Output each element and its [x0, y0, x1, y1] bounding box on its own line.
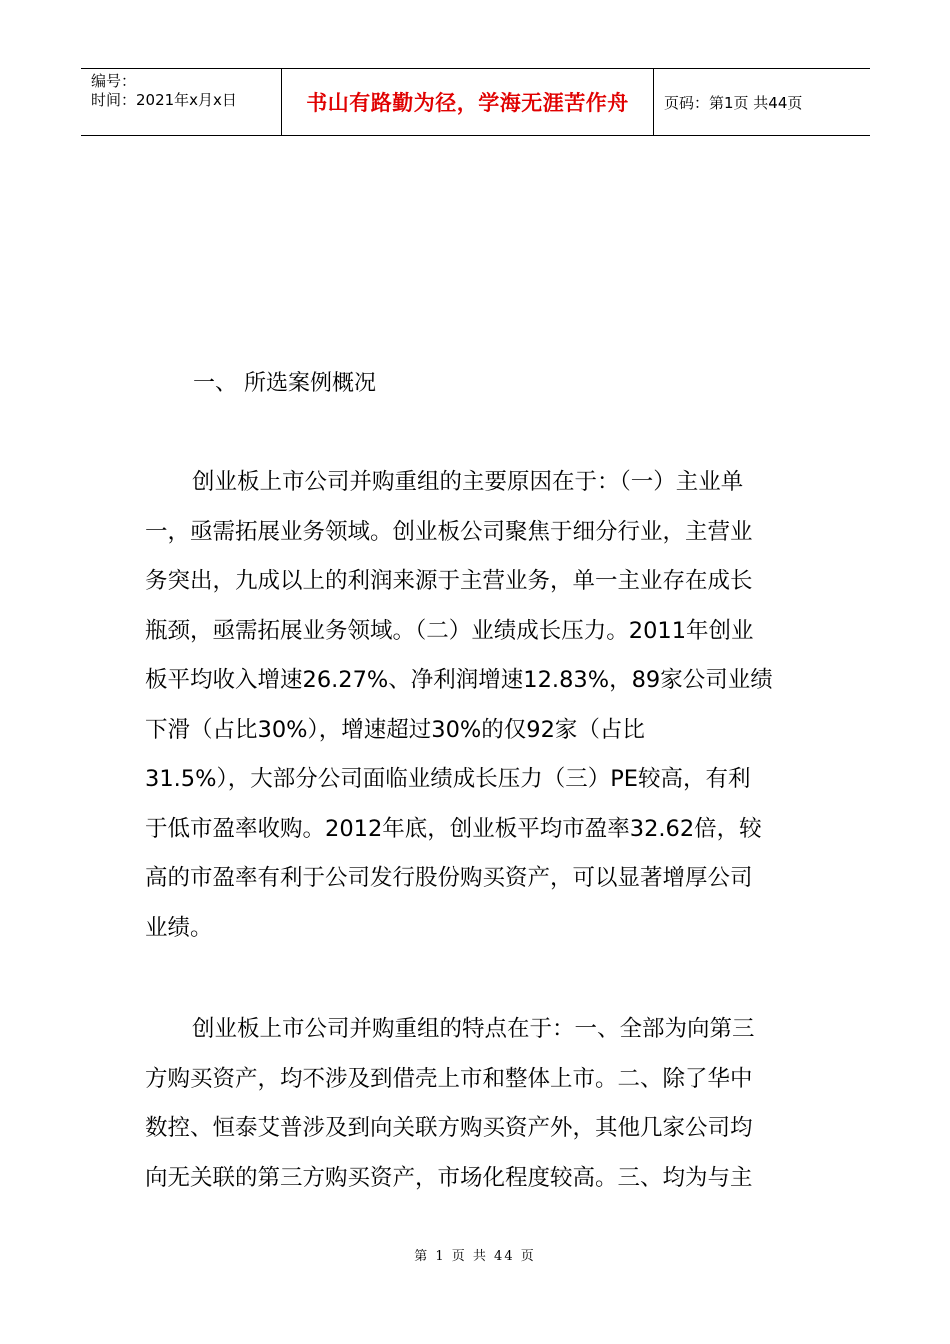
text-line: 创业板上市公司并购重组的主要原因在于：（一）主业单 — [192, 469, 744, 495]
text-line: 下滑（占比30%），增速超过30%的仅92家（占比 — [145, 716, 645, 743]
text-line: 于低市盈率收购。2012年底，创业板平均市盈率32.62倍，较 — [145, 815, 762, 842]
header-motto: 书山有路勤为径，学海无涯苦作舟 — [282, 69, 654, 135]
header-meta — [81, 69, 282, 135]
text-line: 一，亟需拓展业务领域。创业板公司聚焦于细分行业，主营业 — [145, 518, 753, 545]
page-header — [81, 68, 870, 136]
page-footer: 第 1 页 共 44 页 — [414, 1249, 536, 1264]
text-line: 创业板上市公司并购重组的特点在于：一、全部为向第三 — [192, 1016, 755, 1042]
text-line: 31.5%），大部分公司面临业绩成长压力（三）PE较高，有利 — [145, 766, 751, 792]
paragraph-reasons — [145, 458, 805, 953]
text-line: 务突出，九成以上的利润来源于主营业务，单一主业存在成长 — [145, 568, 753, 594]
section-title: 一、 所选案例概况 — [193, 371, 376, 396]
text-line: 向无关联的第三方购买资产，市场化程度较高。三、均为与主 — [145, 1164, 753, 1191]
text-line: 业绩。 — [145, 914, 213, 941]
text-line: 方购买资产，均不涉及到借壳上市和整体上市。二、除了华中 — [145, 1065, 753, 1092]
text-line: 瓶颈，亟需拓展业务领域。（二）业绩成长压力。2011年创业 — [145, 617, 754, 644]
number-label: 编号： — [91, 72, 137, 90]
text-line: 数控、恒泰艾普涉及到向关联方购买资产外，其他几家公司均 — [145, 1115, 753, 1141]
header-page-info: 页码：第1页 共44页 — [664, 93, 803, 112]
text-line: 高的市盈率有利于公司发行股份购买资产，可以显著增厚公司 — [145, 865, 753, 891]
time-label: 时间：2021年x月x日 — [91, 91, 237, 109]
paragraph-features — [145, 1005, 805, 1203]
text-line: 板平均收入增速26.27%、净利润增速12.83%，89家公司业绩 — [145, 667, 773, 693]
